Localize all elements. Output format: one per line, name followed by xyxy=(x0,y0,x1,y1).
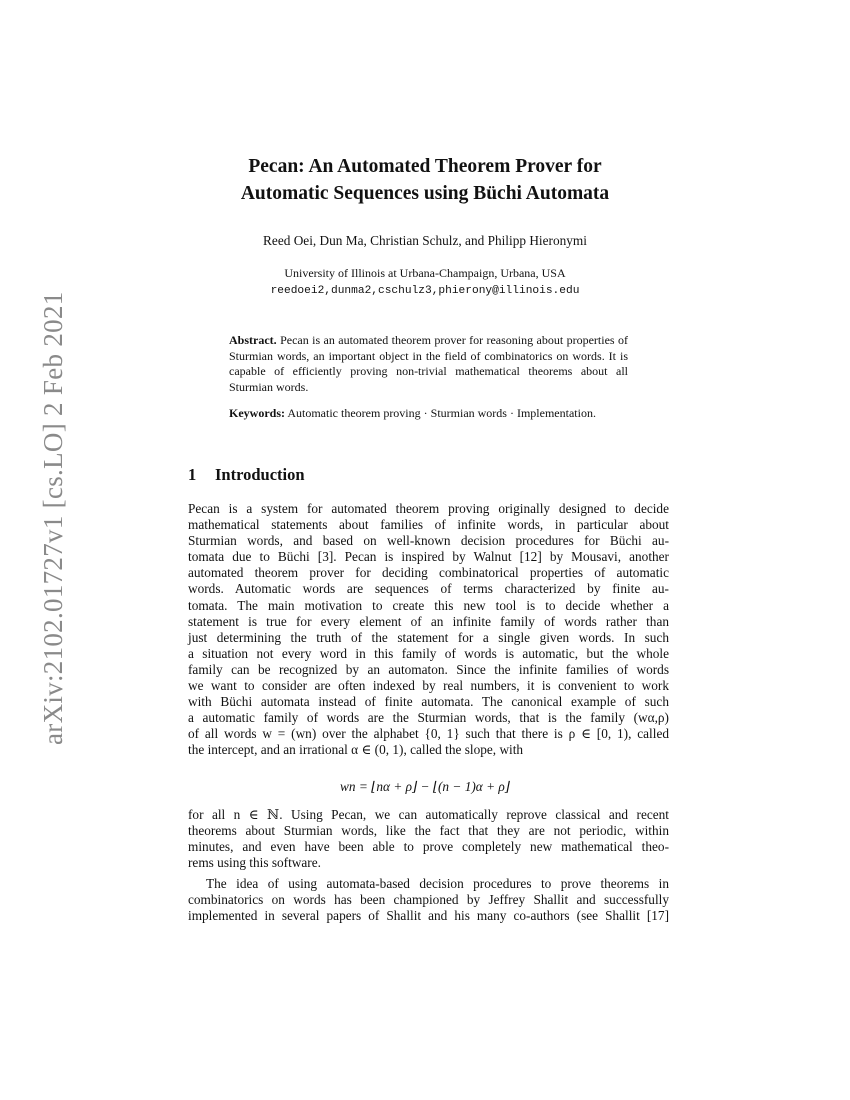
text-line: theorems about Sturmian words, like the fact that they are not periodic, within xyxy=(188,823,669,839)
text-line: with Büchi automata instead of finite automata. The canonical example of such xyxy=(188,694,669,710)
title-line-2: Automatic Sequences using Büchi Automata xyxy=(240,183,610,204)
text-line: tomata due to Büchi [3]. Pecan is inspired by Walnut [12] by Mousavi, another xyxy=(188,549,669,565)
text-line: just determining the truth of the statement for a single given words. In such xyxy=(188,629,669,645)
text-line: a situation not every word in this family of words is automatic, but the whole xyxy=(188,645,669,661)
affiliation-block xyxy=(0,264,850,300)
text-line: we want to consider are often indexed by real numbers, it is convenient to work xyxy=(188,678,669,694)
text-line: combinatorics on words has been championed by Jeffrey Shallit and successfully xyxy=(188,892,669,908)
keywords-text: Automatic theorem proving · Sturmian words · Implementation. xyxy=(287,406,596,420)
abstract-text: Pecan is an automated theorem prover for reasoning about properties of Sturmian words, an important object in the field of combinatorics on words. It is capable of efficiently proving non-trivial mathematical theorems about all Sturmian words. xyxy=(229,333,628,394)
text-line: Pecan is a system for automated theorem proving originally designed to decide xyxy=(188,501,669,516)
affiliation: University of Illinois at Urbana-Champaign, Urbana, USA xyxy=(284,266,566,280)
text-line: implemented in several papers of Shallit and his many co-authors (see Shallit [17] xyxy=(188,908,669,924)
section-heading xyxy=(188,465,305,485)
text-line: The idea of using automata-based decision procedures to prove theorems in xyxy=(206,876,669,891)
text-line: tomata. The main motivation to create this new tool is to decide whether a xyxy=(188,597,669,613)
keywords-label: Keywords: xyxy=(229,406,285,420)
title-line-1: Pecan: An Automated Theorem Prover for xyxy=(248,156,602,177)
intro-paragraph-3 xyxy=(188,876,669,924)
abstract-label: Abstract. xyxy=(229,333,277,347)
intro-paragraph-2 xyxy=(188,807,669,871)
text-line: the intercept, and an irrational α ∈ (0, 1), called the slope, with xyxy=(188,742,524,758)
text-line: rems using this software. xyxy=(188,855,321,871)
text-line: of all words w = (wn) over the alphabet {0, 1} such that there is ρ ∈ [0, 1), called xyxy=(188,726,669,742)
email-addresses: reedoei2,dunma2,cschulz3,phierony@illinois.edu xyxy=(270,285,580,297)
text-line: minutes, and even have been able to prove completely new mathematical theo- xyxy=(188,839,669,855)
equation: wn = ⌊nα + ρ⌋ − ⌊(n − 1)α + ρ⌋ xyxy=(340,779,510,794)
text-line: automated theorem prover for deciding combinatorical properties of automatic xyxy=(188,565,669,581)
abstract xyxy=(229,333,628,395)
author-list: Reed Oei, Dun Ma, Christian Schulz, and Philipp Hieronymi xyxy=(263,233,587,248)
section-title: Introduction xyxy=(215,465,305,484)
intro-paragraph-1 xyxy=(188,501,669,759)
text-line: mathematical statements about families of infinite words, in particular about xyxy=(188,517,669,533)
text-line: Sturmian words, and based on well-known decision procedures for Büchi au- xyxy=(188,533,669,549)
arxiv-identifier: arXiv:2102.01727v1 [cs.LO] 2 Feb 2021 xyxy=(38,291,68,745)
text-line: family can be recognized by an automaton. Since the infinite families of words xyxy=(188,661,669,677)
text-line: for all n ∈ ℕ. Using Pecan, we can automatically reprove classical and recent xyxy=(188,807,669,822)
keywords xyxy=(229,406,628,422)
text-line: words. Automatic words are sequences of terms characterized by finite au- xyxy=(188,581,669,597)
section-number: 1 xyxy=(188,465,197,484)
paper-title xyxy=(0,153,850,207)
text-line: a automatic family of words are the Sturmian words, that is the family (wα,ρ) xyxy=(188,710,669,726)
text-line: statement is true for every element of an infinite family of words rather than xyxy=(188,613,669,629)
